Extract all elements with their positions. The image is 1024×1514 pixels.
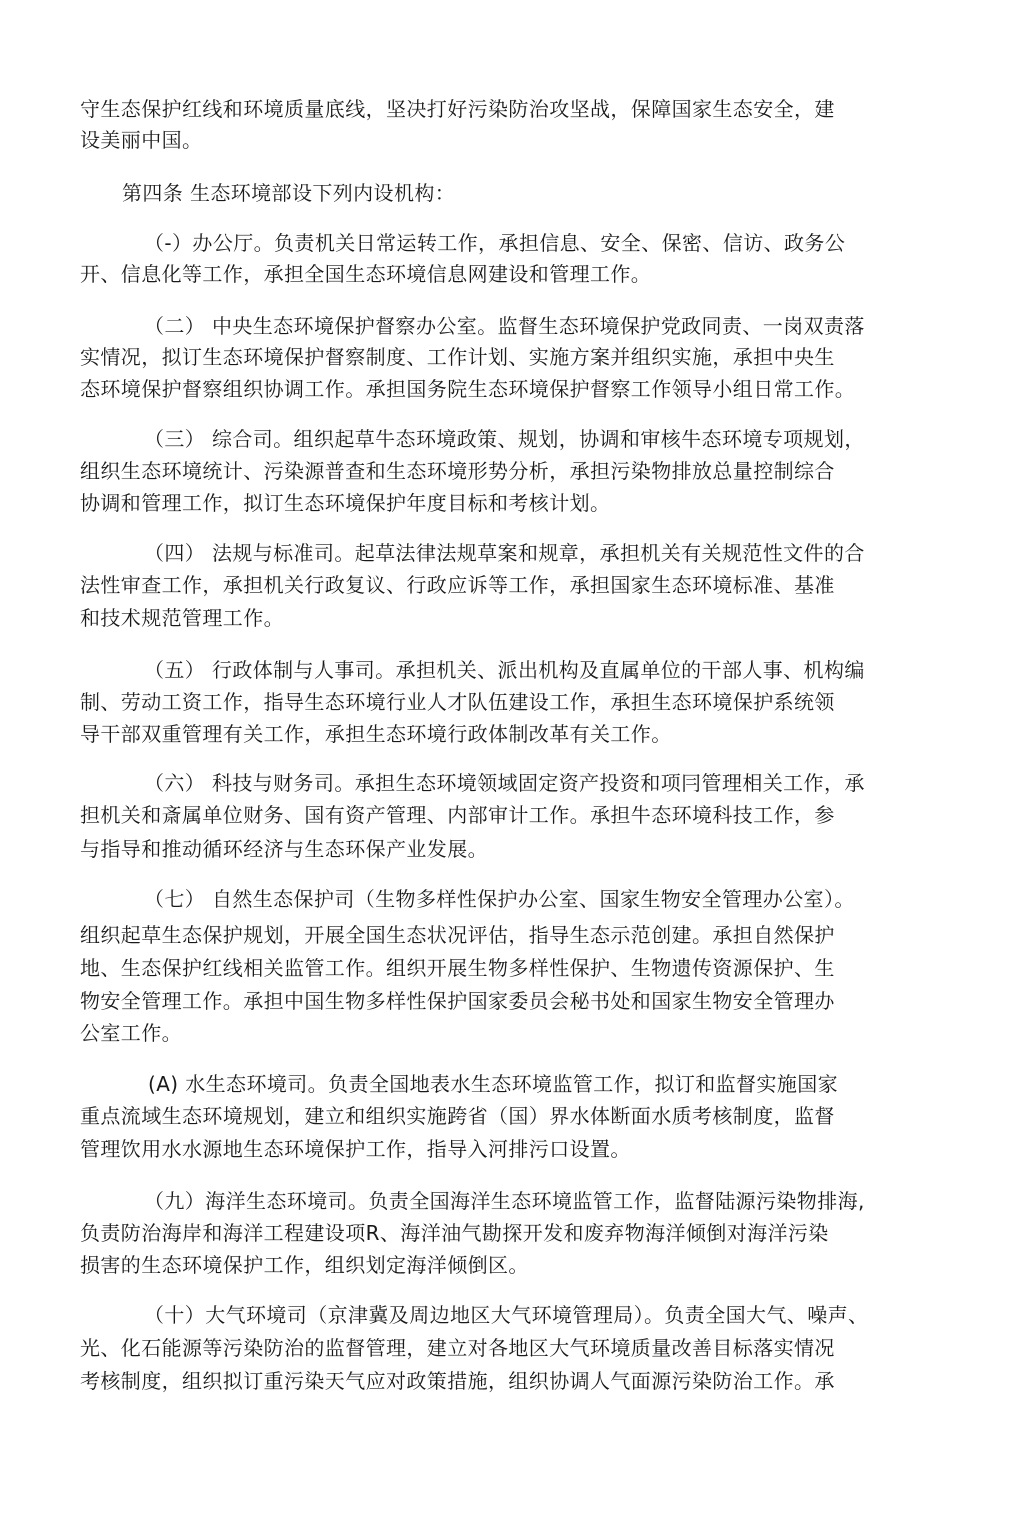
- text-line: 物安全管理工作。承担中国生物多样性保护国家委员会秘书处和国家生物安全管理办: [80, 989, 835, 1013]
- text-line: 组织生态环境统计、污染源普查和生态环境形势分析，承担污染物排放总量控制综合: [80, 459, 835, 483]
- text-line: （-）办公厅。负责机关日常运转工作，承担信息、安全、保密、信访、政务公: [144, 231, 846, 255]
- text-line: 和技术规范管理工作。: [80, 606, 284, 630]
- article-heading: 第四条 生态环境部设下列内设机构：: [122, 181, 456, 205]
- text-line: （二） 中央生态环境保护督察办公室。监督生态环境保护党政同责、一岗双责落: [144, 314, 865, 338]
- text-line: 重点流域生态环境规划，建立和组织实施跨省（国）界水体断面水质考核制度，监督: [80, 1104, 835, 1128]
- text-line: 损害的生态环境保护工作，组织划定海洋倾倒区。: [80, 1253, 529, 1277]
- text-line: 公室工作。: [80, 1021, 182, 1045]
- text-line: （十）大气环境司（京津冀及周边地区大气环境管理局）。负责全国大气、噪声、: [144, 1303, 869, 1327]
- text-line: 协调和管理工作，拟订生态环境保护年度目标和考核计划。: [80, 491, 611, 515]
- text-line: 开、信息化等工作，承担全国生态环境信息网建设和管理工作。: [80, 262, 652, 286]
- text-line: 地、生态保护红线相关监管工作。组织开展生物多样性保护、生物遗传资源保护、生: [80, 956, 835, 980]
- text-line: 导干部双重管理有关工作，承担生态环境行政体制改革有关工作。: [80, 722, 672, 746]
- text-line: （五） 行政体制与人事司。承担机关、派出机构及直属单位的干部人事、机构编: [144, 658, 865, 682]
- text-line: （三） 综合司。组织起草牛态环境政策、规划，协调和审核牛态环境专项规划，: [144, 427, 865, 451]
- text-line: 实情况，拟订生态环境保护督察制度、工作计划、实施方案并组织实施，承担中央生: [80, 345, 835, 369]
- text-line: （七） 自然生态保护司（生物多样性保护办公室、国家生物安全管理办公室）。: [144, 887, 855, 911]
- text-line: （九）海洋生态环境司。负责全国海洋生态环境监管工作，监督陆源污染物排海,: [144, 1189, 865, 1213]
- text-line: 法性审查工作，承担机关行政复议、行政应诉等工作，承担国家生态环境标准、基准: [80, 573, 835, 597]
- text-line: 光、化石能源等污染防治的监督管理，建立对各地区大气环境质量改善目标落实情况: [80, 1336, 835, 1360]
- text-line: 担机关和斎属单位财务、国有资产管理、内部审计工作。承担牛态环境科技工作，参: [80, 803, 835, 827]
- text-line: （四） 法规与标准司。起草法律法规草案和规章，承担机关有关规范性文件的合: [144, 541, 865, 565]
- text-line: 与指导和推动循环经济与生态环保产业发展。: [80, 837, 488, 861]
- text-line: 负责防治海岸和海洋工程建设项R、海洋油气勘探开发和废弃物海洋倾倒对海洋污染: [80, 1221, 829, 1245]
- text-line: 态环境保护督察组织协调工作。承担国务院生态环境保护督察工作领导小组日常工作。: [80, 377, 856, 401]
- text-line: 组织起草生态保护规划，开展全国生态状况评估，指导生态示范创建。承担自然保护: [80, 923, 835, 947]
- text-line: 设美丽中国。: [80, 128, 203, 152]
- text-line: 制、劳动工资工作，指导生态环境行业人才队伍建设工作，承担生态环境保护系统领: [80, 690, 835, 714]
- text-line: 考核制度，组织拟订重污染天气应对政策措施，组织协调人气面源污染防治工作。承: [80, 1369, 835, 1393]
- text-line: 管理饮用水水源地生态环境保护工作，指导入河排污口设置。: [80, 1137, 631, 1161]
- text-line: （六） 科技与财务司。承担生态环境领域固定资产投资和项冃管理相关工作，承: [144, 771, 865, 795]
- text-line: 守生态保护红线和环境质量底线，坚决打好污染防治攻坚战，保障国家生态安全，建: [80, 97, 835, 121]
- text-line: (A) 水生态环境司。负责全国地表水生态环境监管工作，拟订和监督实施国家: [148, 1072, 839, 1096]
